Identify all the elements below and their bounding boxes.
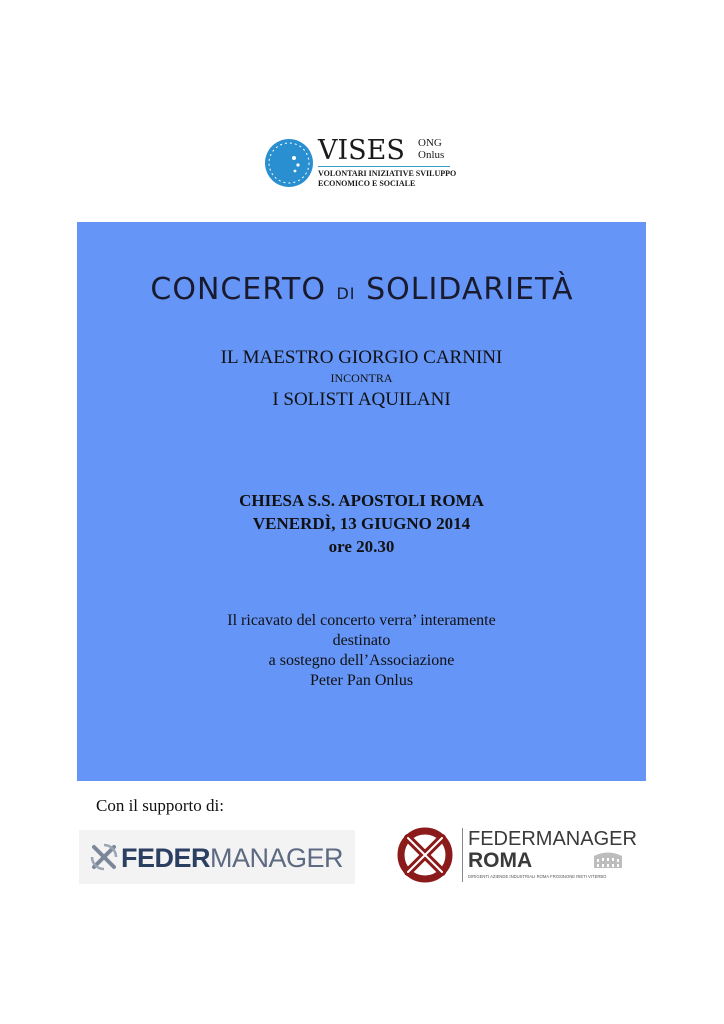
time-text: ore 20.30 xyxy=(328,537,395,556)
federmanager-roma-subtitle: DIRIGENTI AZIENDE INDUSTRIALI ROMA FROSINONE RIETI VITERBO xyxy=(468,874,607,879)
title-di: DI xyxy=(336,284,356,303)
logo-subtitle-line1: VOLONTARI INIZIATIVE SVILUPPO xyxy=(318,169,457,178)
federmanager-roma-city: ROMA xyxy=(468,849,533,872)
logo-divider xyxy=(318,166,450,167)
solisti-line: I SOLISTI AQUILANI xyxy=(272,389,451,410)
note-line1: Il ricavato del concerto verra’ interamente xyxy=(227,612,496,629)
vises-logo xyxy=(264,136,464,196)
title-concerto: CONCERTO xyxy=(150,272,326,307)
logo-onlus: Onlus xyxy=(418,149,445,161)
note-line3: a sostegno dell’Associazione xyxy=(268,652,455,669)
logo-ong: ONG xyxy=(418,137,442,149)
federmanager-knot-icon xyxy=(89,842,119,872)
federmanager-light: MANAGER xyxy=(210,843,344,873)
event-details xyxy=(77,489,646,558)
venue-text: CHIESA S.S. APOSTOLI ROMA xyxy=(239,491,484,510)
note-line2: destinato xyxy=(332,632,391,649)
federmanager-roma-knot-icon xyxy=(396,824,454,886)
logo-subtitle-line2: ECONOMICO E SOCIALE xyxy=(318,179,416,188)
poster-title xyxy=(0,272,724,312)
incontra-line: INCONTRA xyxy=(330,371,393,385)
federmanager-logo xyxy=(79,830,355,884)
federmanager-roma-logo xyxy=(396,820,636,890)
support-label: Con il supporto di: xyxy=(96,796,224,815)
logo-subtitle xyxy=(318,169,478,189)
maestro-line: IL MAESTRO GIORGIO CARNINI xyxy=(220,347,503,368)
note-line4: Peter Pan Onlus xyxy=(309,672,414,689)
federmanager-roma-name: FEDERMANAGER xyxy=(468,828,637,850)
federmanager-wordmark xyxy=(121,842,343,874)
title-solidarieta: SOLIDARIETÀ xyxy=(366,272,574,307)
donation-note xyxy=(77,611,646,691)
logo-name: VISES xyxy=(318,135,405,166)
vises-emblem-icon xyxy=(264,138,314,188)
federmanager-bold: FEDER xyxy=(121,843,211,873)
colosseum-icon xyxy=(592,850,624,870)
date-text: VENERDÌ, 13 GIUGNO 2014 xyxy=(252,514,471,533)
logo-separator xyxy=(462,828,463,882)
